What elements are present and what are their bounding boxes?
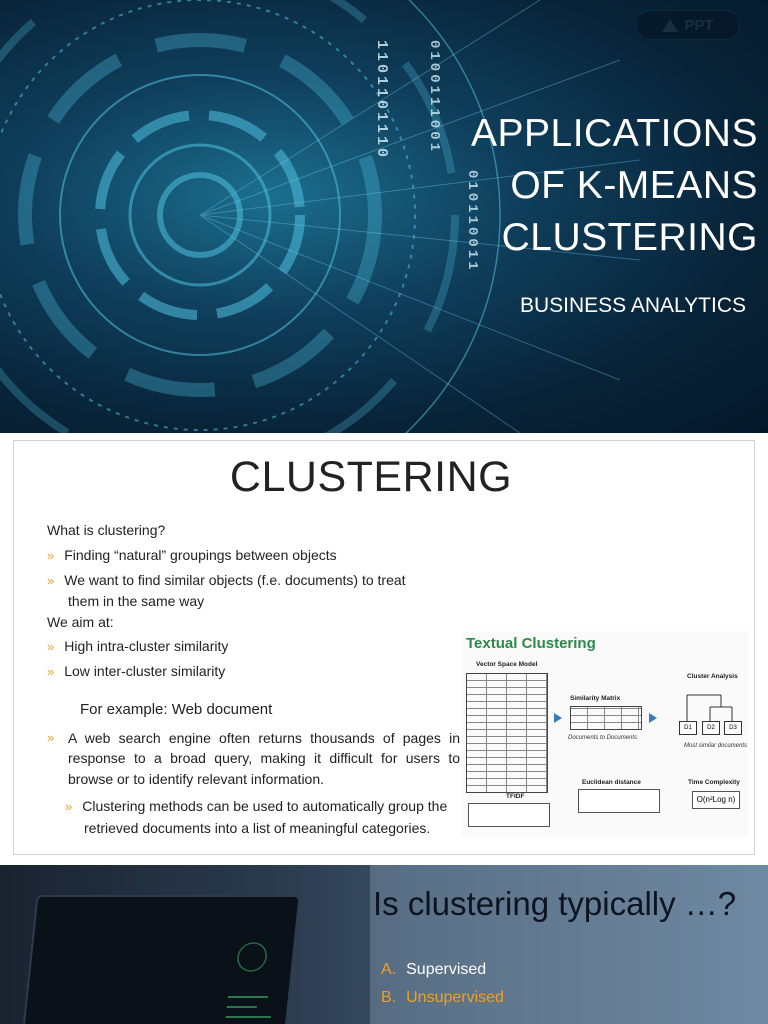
bullet-icon: » <box>47 548 55 563</box>
bullet-icon: » <box>47 664 55 679</box>
title-slide <box>0 0 768 433</box>
binary-column-3: 010110011 <box>464 170 480 273</box>
option-label: Unsupervised <box>406 989 504 1006</box>
code-screen-decoration <box>22 897 294 1024</box>
slide-title <box>378 108 758 264</box>
similarity-matrix-table <box>570 706 642 730</box>
vector-space-table <box>466 673 548 793</box>
binary-column-2: 0100111001 <box>426 40 442 155</box>
bullet-item: » We want to find similar objects (f.e. documents) to treat <box>47 572 406 588</box>
dendrogram <box>672 683 748 723</box>
quiz-slide <box>0 865 768 1024</box>
triangle-icon <box>662 19 678 32</box>
title-line-3: CLUSTERING <box>501 216 758 259</box>
bullet-item: » High intra-cluster similarity <box>47 638 229 654</box>
tfidf-label: TFIDF <box>506 793 525 800</box>
what-is-clustering: What is clustering? <box>47 522 166 538</box>
example-label: For example: Web document <box>80 701 273 718</box>
option-a[interactable] <box>381 961 486 979</box>
bullet-item: » Low inter-cluster similarity <box>47 663 226 679</box>
vsm-label: Vector Space Model <box>476 661 538 668</box>
bullet-icon: » <box>65 799 73 814</box>
aim-label: We aim at: <box>47 614 114 630</box>
euclidean-label: Euclidean distance <box>582 779 641 786</box>
similarity-matrix-label: Similarity Matrix <box>570 695 621 702</box>
option-label: Supervised <box>406 961 487 978</box>
option-key: B. <box>381 989 397 1006</box>
tfidf-formula <box>468 803 550 827</box>
bullet-icon: » <box>47 639 55 654</box>
euclidean-formula <box>578 789 660 813</box>
most-similar-label: Most similar documents <box>684 743 748 749</box>
clustering-slide: CLUSTERING What is clustering? » Finding “natural” groupings between objects » We want to find similar objects (f.e. documents) to treat them in the same way We aim at: » High intra-cluster similarity » Low inter-cluster similarity For example: Web document » A web search engine often returns thousands of pages in response to a broad query, making it difficult for users to browse or to identify relevant information. » Clustering methods can be used to automatically group the retrieved documents into a list of meaningful categories. Textual Clustering Vector Space Model Similarity Matrix Documents to Documents Cluster Analysis D1 D2 D3 Most similar documents TFIDF Euclidean distance Time Complexity O(n²Log n) <box>13 440 755 855</box>
bullet-item: » Finding “natural” groupings between objects <box>47 547 337 563</box>
option-key: A. <box>381 961 397 978</box>
binary-column-1: 1101101110 <box>373 40 390 161</box>
doc-node: D1 <box>679 721 697 735</box>
sub-bullet-item: » Clustering methods can be used to automatically group the <box>65 798 448 814</box>
doc-node: D3 <box>724 721 742 735</box>
ppt-badge[interactable] <box>636 10 740 40</box>
title-line-2: OF K-MEANS <box>510 164 758 207</box>
laptop-image <box>19 895 300 1024</box>
arrow-icon <box>554 713 562 723</box>
slide-subtitle: BUSINESS ANALYTICS <box>519 294 746 317</box>
complexity-formula: O(n²Log n) <box>692 791 740 809</box>
ppt-badge-label: PPT <box>684 16 714 34</box>
option-b[interactable] <box>381 989 504 1007</box>
arrow-icon <box>649 713 657 723</box>
documents-to-documents-label: Documents to Documents <box>568 735 638 741</box>
bullet-icon: » <box>47 573 55 588</box>
doc-node: D2 <box>702 721 720 735</box>
bullet-continuation: them in the same way <box>68 593 205 609</box>
quiz-question: Is clustering typically …? <box>373 885 737 922</box>
title-line-1: APPLICATIONS <box>470 112 758 155</box>
slide-heading: CLUSTERING <box>229 453 513 501</box>
textual-clustering-figure <box>462 631 748 837</box>
sub-bullet-continuation: retrieved documents into a list of meaningful categories. <box>84 820 431 836</box>
figure-title: Textual Clustering <box>466 635 596 652</box>
time-complexity-label: Time Complexity <box>688 779 740 786</box>
bullet-icon: » <box>47 730 55 745</box>
cluster-analysis-label: Cluster Analysis <box>687 673 738 680</box>
